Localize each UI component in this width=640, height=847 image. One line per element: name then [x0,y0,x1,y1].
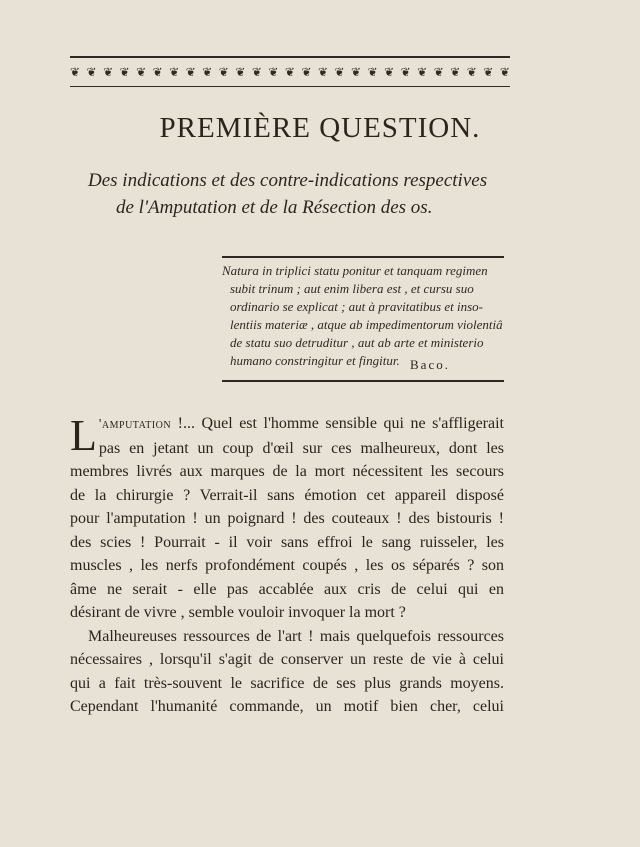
fleuron-ornament: ❦ [284,65,295,79]
epigraph-line: lentiis materiæ , atque ab impedimentorum violentiâ [230,317,503,332]
fleuron-ornament: ❦ [351,65,362,79]
body-line: âme ne serait - elle pas accablée aux cris de celui qui en [70,580,504,598]
fleuron-ornament: ❦ [185,65,196,79]
fleuron-ornament: ❦ [251,65,262,79]
body-line: qui a fait très-souvent le sacrifice de ses plus grands moyens. [70,674,504,692]
chapter-title: PREMIÈRE QUESTION. [159,112,481,144]
fleuron-ornament: ❦ [367,65,378,79]
body-line: de la chirurgie ? Verrait-il sans émotion cet appareil disposé [70,486,504,504]
fleuron-ornament: ❦ [86,65,97,79]
body-line: nécessaires , lorsqu'il s'agit de conserver un reste de vie à celui [70,651,504,668]
body-line: Cependant l'humanité commande, un motif bien cher, celui [70,698,504,715]
body-line: membres livrés aux marques de la mort nécessitent les secours [70,463,504,480]
fleuron-ornament: ❦ [70,65,81,79]
ornamental-border [70,62,510,82]
body-line-text: !... Quel est l'homme sensible qui ne s'affligerait [177,415,504,432]
drop-cap: L [70,411,97,460]
header-rule-bottom [70,86,510,87]
body-line: pas en jetant un coup d'œil sur ces malheureux, dont les [98,439,504,457]
fleuron-ornament: ❦ [433,65,444,79]
fleuron-ornament: ❦ [450,65,461,79]
fleuron-ornament: ❦ [169,65,180,79]
fleuron-ornament: ❦ [384,65,395,79]
body-line: pour l'amputation ! un poignard ! des couteaux ! des bistouris ! [70,510,504,527]
fleuron-ornament: ❦ [235,65,246,79]
fleuron-ornament: ❦ [301,65,312,79]
chapter-subtitle-line-1: Des indications et des contre-indications respectives [88,170,488,191]
body-line: Malheureuses ressources de l'art ! mais quelquefois ressources [88,627,504,645]
epigraph-line: Natura in triplici statu ponitur et tanquam regimen [222,263,488,278]
epigraph-line: humano constringitur et fingitur. [230,353,400,368]
epigraph-author: Baco. [410,357,450,372]
first-word: 'amputation [98,417,172,432]
body-line: des scies ! Pourrait - il voir sans effroi le sang ruisseler, les [70,533,504,551]
body-line [70,412,504,437]
body-line: muscles , les nerfs profondément coupés , les os séparés ? son [70,557,504,574]
epigraph-rule-bottom [222,380,504,382]
fleuron-ornament: ❦ [218,65,229,79]
fleuron-ornament: ❦ [136,65,147,79]
body-line: désirant de vivre , semble vouloir invoquer la mort ? [70,604,406,621]
fleuron-ornament: ❦ [417,65,428,79]
fleuron-ornament: ❦ [483,65,494,79]
fleuron-ornament: ❦ [152,65,163,79]
fleuron-ornament: ❦ [466,65,477,79]
chapter-subtitle-line-2: de l'Amputation et de la Résection des os. [116,197,433,218]
fleuron-ornament: ❦ [119,65,130,79]
fleuron-ornament: ❦ [103,65,114,79]
fleuron-ornament: ❦ [268,65,279,79]
epigraph-line: subit trinum ; aut enim libera est , et cursu suo [230,281,474,296]
fleuron-ornament: ❦ [334,65,345,79]
fleuron-ornament: ❦ [499,65,510,79]
header-rule-top [70,56,510,58]
body-text [70,412,504,719]
fleuron-ornament: ❦ [202,65,213,79]
epigraph-line: de statu suo detruditur , aut ab arte et ministerio [230,335,484,350]
fleuron-ornament: ❦ [317,65,329,79]
epigraph-rule-top [222,256,504,258]
epigraph-line: ordinario se explicat ; aut à pravitatibus et inso- [230,299,483,314]
epigraph [222,262,508,370]
fleuron-ornament: ❦ [400,65,411,79]
